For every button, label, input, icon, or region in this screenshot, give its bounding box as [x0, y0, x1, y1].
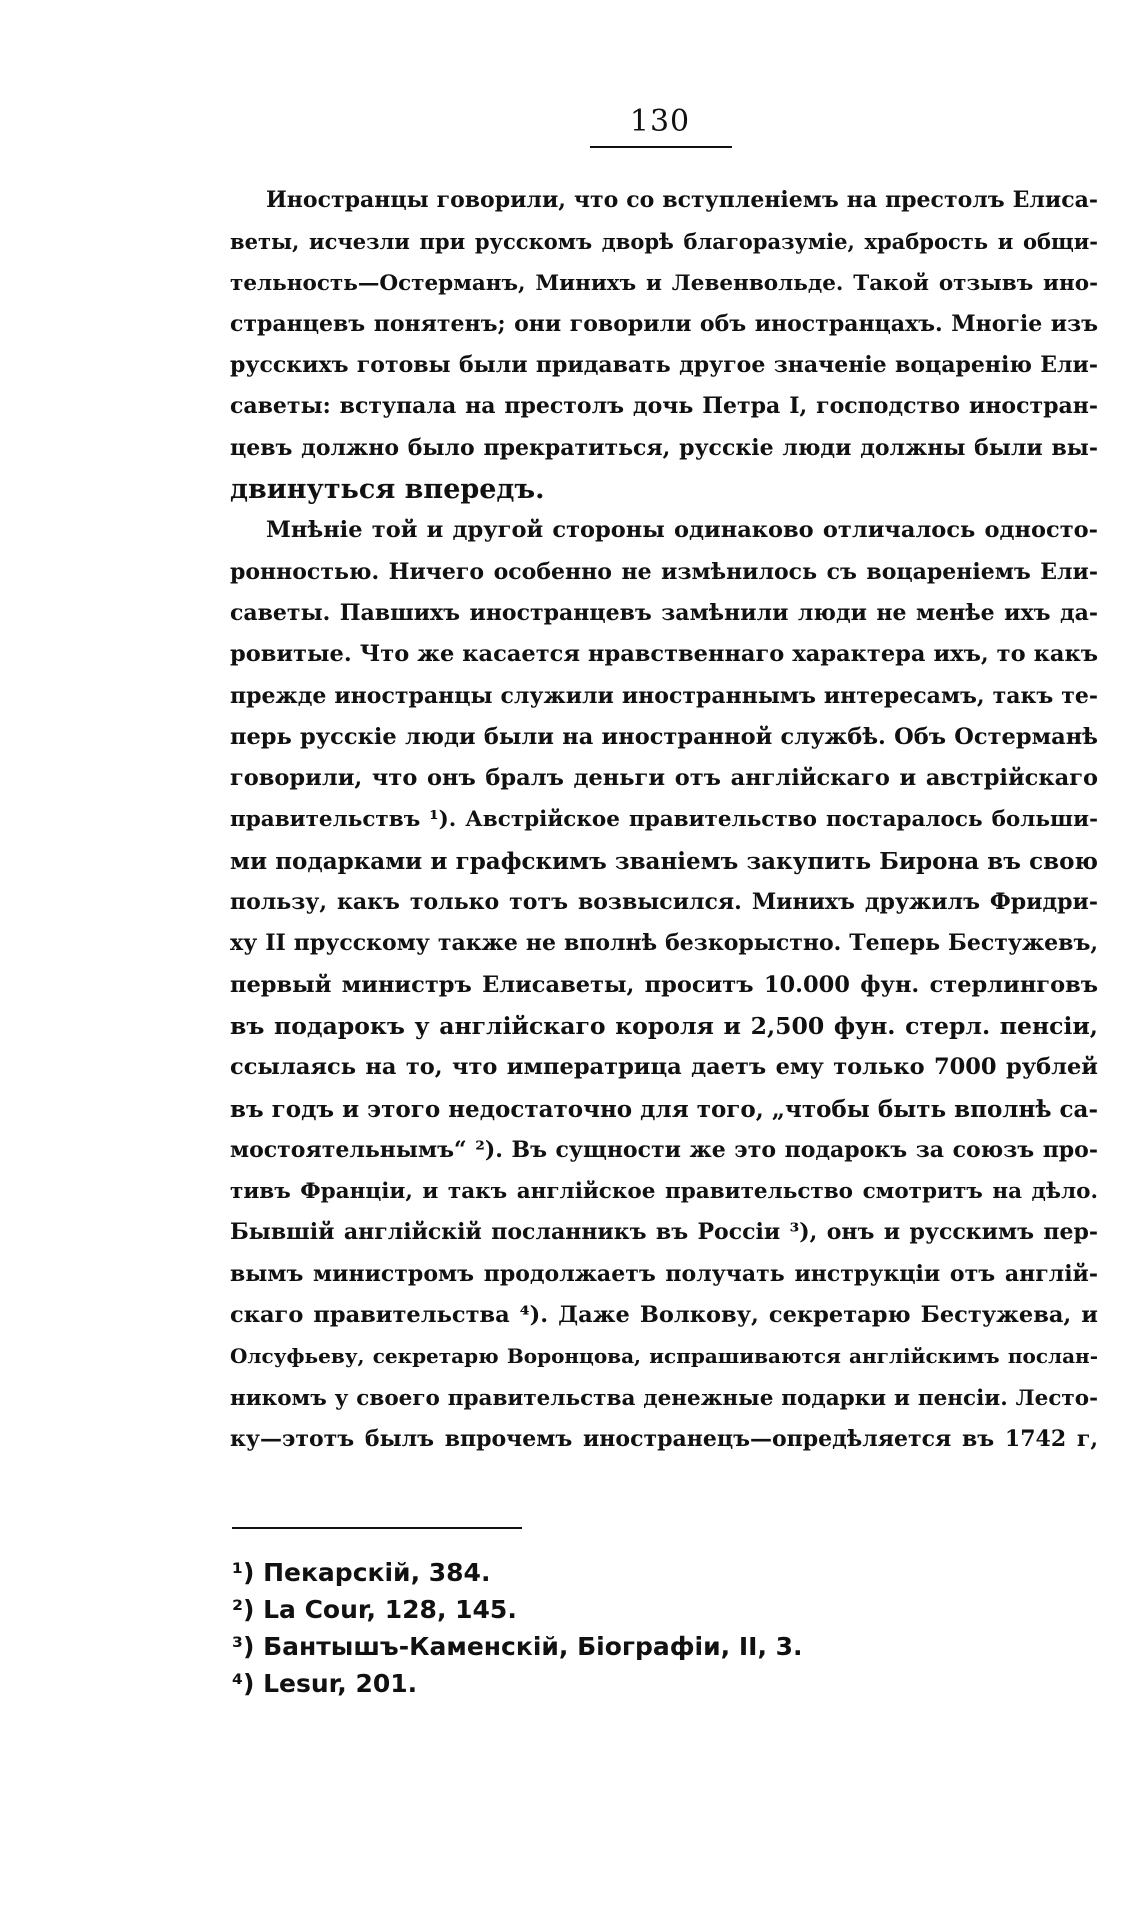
- footnote: ³) Бантышъ-Каменскій, Біографіи, II, 3.: [232, 1632, 803, 1661]
- text-line: ссылаясь на то, что императрица даетъ ему только 7000 рублей: [230, 1054, 1098, 1081]
- text-line: Мнѣніе той и другой стороны одинаково отличалось односто-: [266, 517, 1098, 544]
- text-line: ху II прусскому также не вполнѣ безкорыстно. Теперь Бестужевъ,: [230, 930, 1098, 957]
- text-line: правительствъ ¹). Австрійское правительство постаралось больши-: [230, 807, 1098, 833]
- text-line: ровитые. Что же касается нравственнаго характера ихъ, то какъ: [230, 641, 1098, 668]
- footnote: ¹) Пекарскій, 384.: [232, 1558, 491, 1587]
- text-line: двинуться впередъ.: [230, 474, 545, 506]
- text-line: цевъ должно было прекратиться, русскіе люди должны были вы-: [230, 434, 1098, 461]
- footnotes: [232, 1554, 932, 1702]
- text-line: саветы. Павшихъ иностранцевъ замѣнили люди не менѣе ихъ да-: [230, 599, 1098, 626]
- page-number: 130: [629, 104, 691, 139]
- text-line: ку—этотъ былъ впрочемъ иностранецъ—опредѣляется въ 1742 г,: [230, 1425, 1098, 1452]
- text-line: прежде иностранцы служили иностраннымъ интересамъ, такъ те-: [230, 682, 1098, 709]
- text-line: Бывшій англійскій посланникъ въ Россіи ³), онъ и русскимъ пер-: [230, 1219, 1098, 1246]
- text-line: ми подарками и графскимъ званіемъ закупить Бирона въ свою: [230, 847, 1098, 875]
- text-line: саветы: вступала на престолъ дочь Петра I, господство иностран-: [230, 393, 1098, 420]
- text-line: странцевъ понятенъ; они говорили объ иностранцахъ. Многіе изъ: [230, 310, 1098, 337]
- text-line: скаго правительства ⁴). Даже Волкову, секретарю Бестужева, и: [230, 1302, 1098, 1329]
- page-number-rule: [590, 146, 732, 148]
- footnote-separator: [232, 1527, 522, 1529]
- text-line: тельность—Остерманъ, Минихъ и Левенвольде. Такой отзывъ ино-: [230, 270, 1098, 296]
- text-line: ронностью. Ничего особенно не измѣнилось съ воцареніемъ Ели-: [230, 558, 1098, 585]
- text-line: пользу, какъ только тотъ возвысился. Минихъ дружилъ Фридри-: [230, 889, 1098, 916]
- text-line: говорили, что онъ бралъ деньги отъ англійскаго и австрійскаго: [230, 765, 1098, 792]
- text-line: никомъ у своего правительства денежные подарки и пенсіи. Лесто-: [230, 1385, 1098, 1411]
- text-line: перь русскіе люди были на иностранной службѣ. Объ Остерманѣ: [230, 723, 1098, 750]
- text-line: тивъ Франціи, и такъ англійское правительство смотритъ на дѣло.: [230, 1179, 1098, 1205]
- text-line: мостоятельнымъ“ ²). Въ сущности же это подарокъ за союзъ про-: [230, 1136, 1098, 1163]
- text-line: въ подарокъ у англійскаго короля и 2,500 фун. стерл. пенсіи,: [230, 1011, 1098, 1040]
- text-line: Олсуфьеву, секретарю Воронцова, испрашиваются англійскимъ послан-: [230, 1344, 1098, 1369]
- text-line: вымъ министромъ продолжаетъ получать инструкціи отъ англій-: [230, 1260, 1098, 1287]
- footnote: ⁴) Lesur, 201.: [232, 1669, 418, 1698]
- body-text: [230, 180, 1098, 1460]
- text-line: русскихъ готовы были придавать другое значеніе воцаренію Ели-: [230, 352, 1098, 379]
- footnote: ²) La Cour, 128, 145.: [232, 1595, 517, 1624]
- text-line: первый министръ Елисаветы, проситъ 10.000 фун. стерлинговъ: [230, 971, 1098, 998]
- text-line: Иностранцы говорили, что со вступленіемъ на престолъ Елиса-: [266, 187, 1098, 213]
- text-line: въ годъ и этого недостаточно для того, „чтобы быть вполнѣ са-: [230, 1095, 1098, 1123]
- text-line: веты, исчезли при русскомъ дворѣ благоразуміе, храбрость и общи-: [230, 229, 1098, 255]
